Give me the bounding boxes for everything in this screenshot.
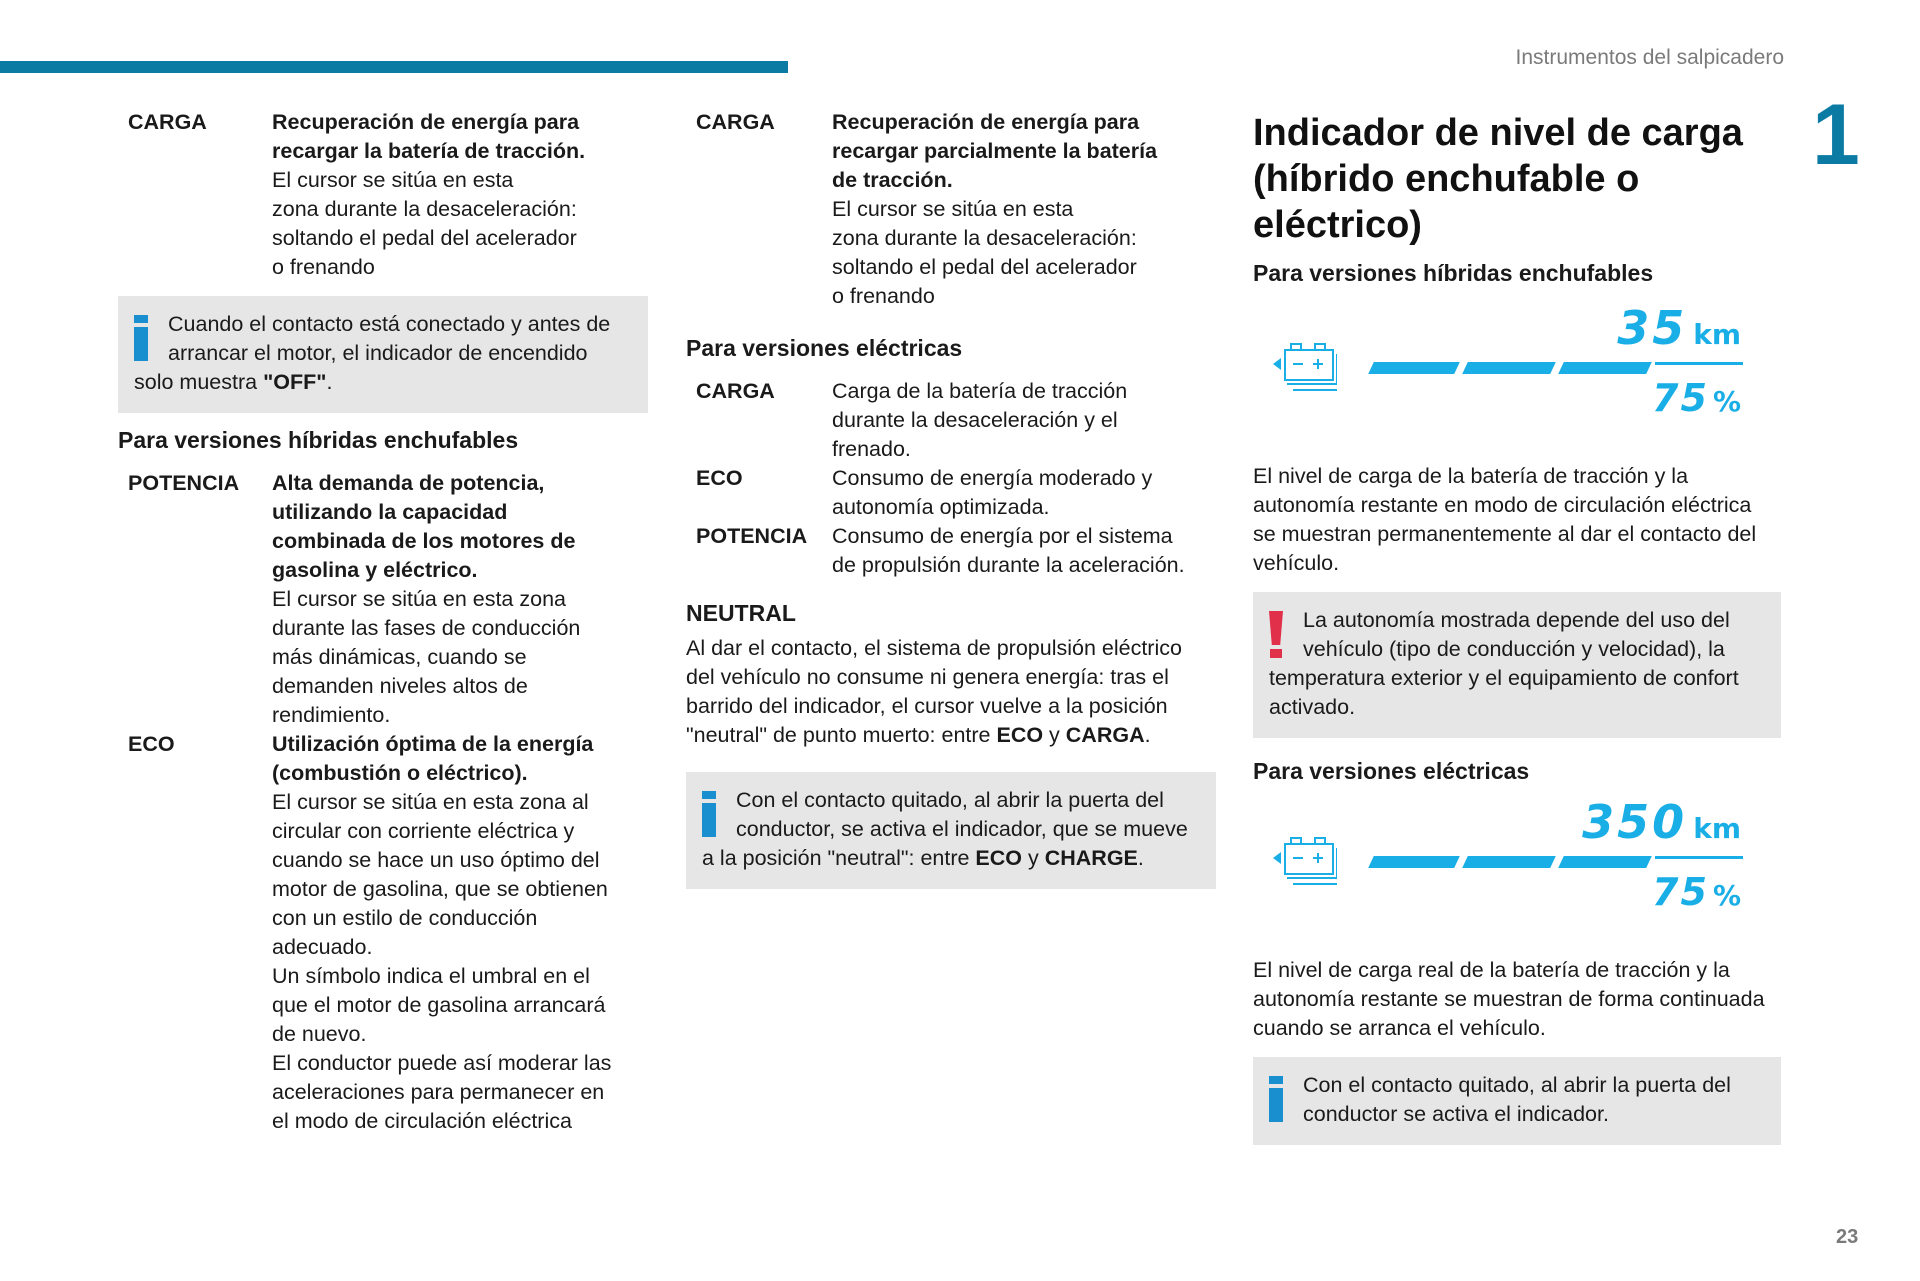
definition-description <box>272 469 646 730</box>
definition-description <box>272 108 646 282</box>
battery-icon <box>1271 830 1337 888</box>
definition-eco <box>118 730 646 1136</box>
neutral-text: y <box>1043 723 1066 747</box>
note-bold-eco: ECO <box>975 846 1023 870</box>
range-value: 35 <box>1617 301 1688 355</box>
definition-body: El cursor se sitúa en esta zona al circular con corriente eléctrica y cuando se hace un uso óptimo del motor de gasolina, que se obtienen con un estilo de conducción adecuado. <box>272 790 608 959</box>
definition-term: POTENCIA <box>128 471 240 495</box>
info-icon <box>702 791 718 837</box>
note-text: Con el contacto quitado, al abrir la puerta del conductor se activa el indicador. <box>1303 1073 1731 1126</box>
neutral-paragraph <box>686 634 1216 750</box>
hybrid-description: El nivel de carga de la batería de tracción y la autonomía restante en modo de circulación eléctrica se muestran permanentemente al dar el contacto del vehículo. <box>1253 464 1757 575</box>
page-title: Indicador de nivel de carga (híbrido enchufable o eléctrico) <box>1253 112 1743 246</box>
note-off-display <box>118 296 648 413</box>
definition-row <box>686 522 1216 580</box>
definition-term: CARGA <box>128 110 207 134</box>
info-icon <box>1269 1076 1285 1122</box>
range-value: 350 <box>1582 795 1688 849</box>
running-head: Instrumentos del salpicadero <box>1515 46 1784 69</box>
definition-body-line: El cursor se sitúa en esta <box>832 197 1074 221</box>
note-door-activation <box>1253 1057 1781 1145</box>
range-unit: km <box>1693 318 1741 351</box>
note-text-part: Cuando el contacto está conectado y antes de arrancar el motor, el indicador de encendido solo muestra <box>134 312 611 394</box>
note-text <box>702 786 1200 873</box>
range-unit: km <box>1693 812 1741 845</box>
chapter-number: 1 <box>1812 87 1860 183</box>
definition-description: Consumo de energía moderado y autonomía optimizada. <box>832 466 1153 519</box>
definition-lead: Recuperación de energía para recargar la batería de tracción. <box>272 110 586 163</box>
section-heading-neutral: NEUTRAL <box>686 600 796 626</box>
definition-body-line: o frenando <box>832 284 935 308</box>
definition-body-line: soltando el pedal del acelerador <box>832 255 1137 279</box>
column-1 <box>118 108 646 1136</box>
neutral-text: . <box>1144 723 1151 747</box>
note-text-part: y <box>1022 846 1045 870</box>
definition-lead: Alta demanda de potencia, utilizando la capacidad combinada de los motores de gasolina y eléctrico. <box>272 471 576 582</box>
definition-lead: Recuperación de energía para recargar parcialmente la batería de tracción. <box>832 110 1158 192</box>
definition-potencia <box>118 469 646 730</box>
note-text-part: Con el contacto quitado, al abrir la puerta del conductor, se activa el indicador, que se mueve a la posición "neutral": entre <box>702 788 1188 870</box>
gauge-electric <box>1253 795 1781 938</box>
battery-icon <box>1271 336 1337 394</box>
definition-term: CARGA <box>696 379 775 403</box>
neutral-bold-eco: ECO <box>996 723 1044 747</box>
note-range-warning <box>1253 592 1781 738</box>
definition-carga-partial <box>686 108 1216 311</box>
charge-level-bar <box>1371 856 1743 868</box>
definition-row <box>686 377 1216 464</box>
definition-term: ECO <box>128 732 175 756</box>
info-icon <box>134 315 150 361</box>
percent-value: 75 <box>1652 870 1709 914</box>
section-heading-hybrid: Para versiones híbridas enchufables <box>1253 260 1654 286</box>
definition-body-line: o frenando <box>272 255 375 279</box>
neutral-text: Al dar el contacto, el sistema de propulsión eléctrico del vehículo no consume ni genera energía: tras el barrido del indicador, el cursor vuelve a la posición "neutral" de punto muerto: entre <box>686 636 1182 747</box>
definition-lead: Utilización óptima de la energía (combustión o eléctrico). <box>272 732 594 785</box>
definition-carga <box>118 108 646 282</box>
definition-description <box>272 730 646 1136</box>
column-3 <box>1253 110 1781 1145</box>
percent-unit: % <box>1712 385 1743 418</box>
definition-body: El conductor puede así moderar las aceleraciones para permanecer en el modo de circulación eléctrica <box>272 1051 612 1133</box>
definition-body: El cursor se sitúa en esta zona durante las fases de conducción más dinámicas, cuando se demanden niveles altos de rendimiento. <box>272 587 581 727</box>
note-text-part: . <box>1137 846 1144 870</box>
definition-body: Un símbolo indica el umbral en el que el motor de gasolina arrancará de nuevo. <box>272 964 606 1046</box>
note-neutral-position <box>686 772 1216 889</box>
range-readout <box>1617 301 1741 355</box>
percent-unit: % <box>1712 879 1743 912</box>
note-bold-off: "OFF" <box>263 370 327 394</box>
section-heading-hybrid: Para versiones híbridas enchufables <box>118 427 519 453</box>
definition-description: Carga de la batería de tracción durante la desaceleración y el frenado. <box>832 379 1128 461</box>
charge-percent-readout <box>1652 870 1743 914</box>
section-heading-electric: Para versiones eléctricas <box>1253 758 1530 784</box>
neutral-bold-carga: CARGA <box>1065 723 1145 747</box>
note-text: La autonomía mostrada depende del uso del vehículo (tipo de conducción y velocidad), la temperatura exterior y el equipamiento de confort activado. <box>1269 608 1739 719</box>
column-2 <box>686 108 1216 889</box>
warning-icon <box>1269 611 1285 657</box>
note-bold-charge: CHARGE <box>1044 846 1138 870</box>
definition-body-line: El cursor se sitúa en esta <box>272 168 514 192</box>
definition-description: Consumo de energía por el sistema de propulsión durante la aceleración. <box>832 524 1185 577</box>
definition-term: POTENCIA <box>696 524 808 548</box>
note-text <box>134 310 630 397</box>
charge-percent-readout <box>1652 376 1743 420</box>
definition-description <box>832 108 1216 311</box>
electric-definition-list <box>686 377 1216 580</box>
note-text-part: . <box>326 370 333 394</box>
definition-row <box>686 464 1216 522</box>
gauge-hybrid <box>1253 301 1781 444</box>
page-number: 23 <box>1836 1226 1859 1248</box>
definition-term: CARGA <box>696 110 775 134</box>
charge-level-bar <box>1371 362 1743 374</box>
electric-description: El nivel de carga real de la batería de tracción y la autonomía restante se muestran de forma continuada cuando se arranca el vehículo. <box>1253 958 1765 1040</box>
definition-body-line: soltando el pedal del acelerador <box>272 226 577 250</box>
percent-value: 75 <box>1652 376 1709 420</box>
definition-term: ECO <box>696 466 743 490</box>
section-heading-electric: Para versiones eléctricas <box>686 335 963 361</box>
range-readout <box>1582 795 1741 849</box>
header-accent-bar <box>0 61 788 73</box>
definition-body-line: zona durante la desaceleración: <box>832 226 1137 250</box>
definition-body-line: zona durante la desaceleración: <box>272 197 577 221</box>
